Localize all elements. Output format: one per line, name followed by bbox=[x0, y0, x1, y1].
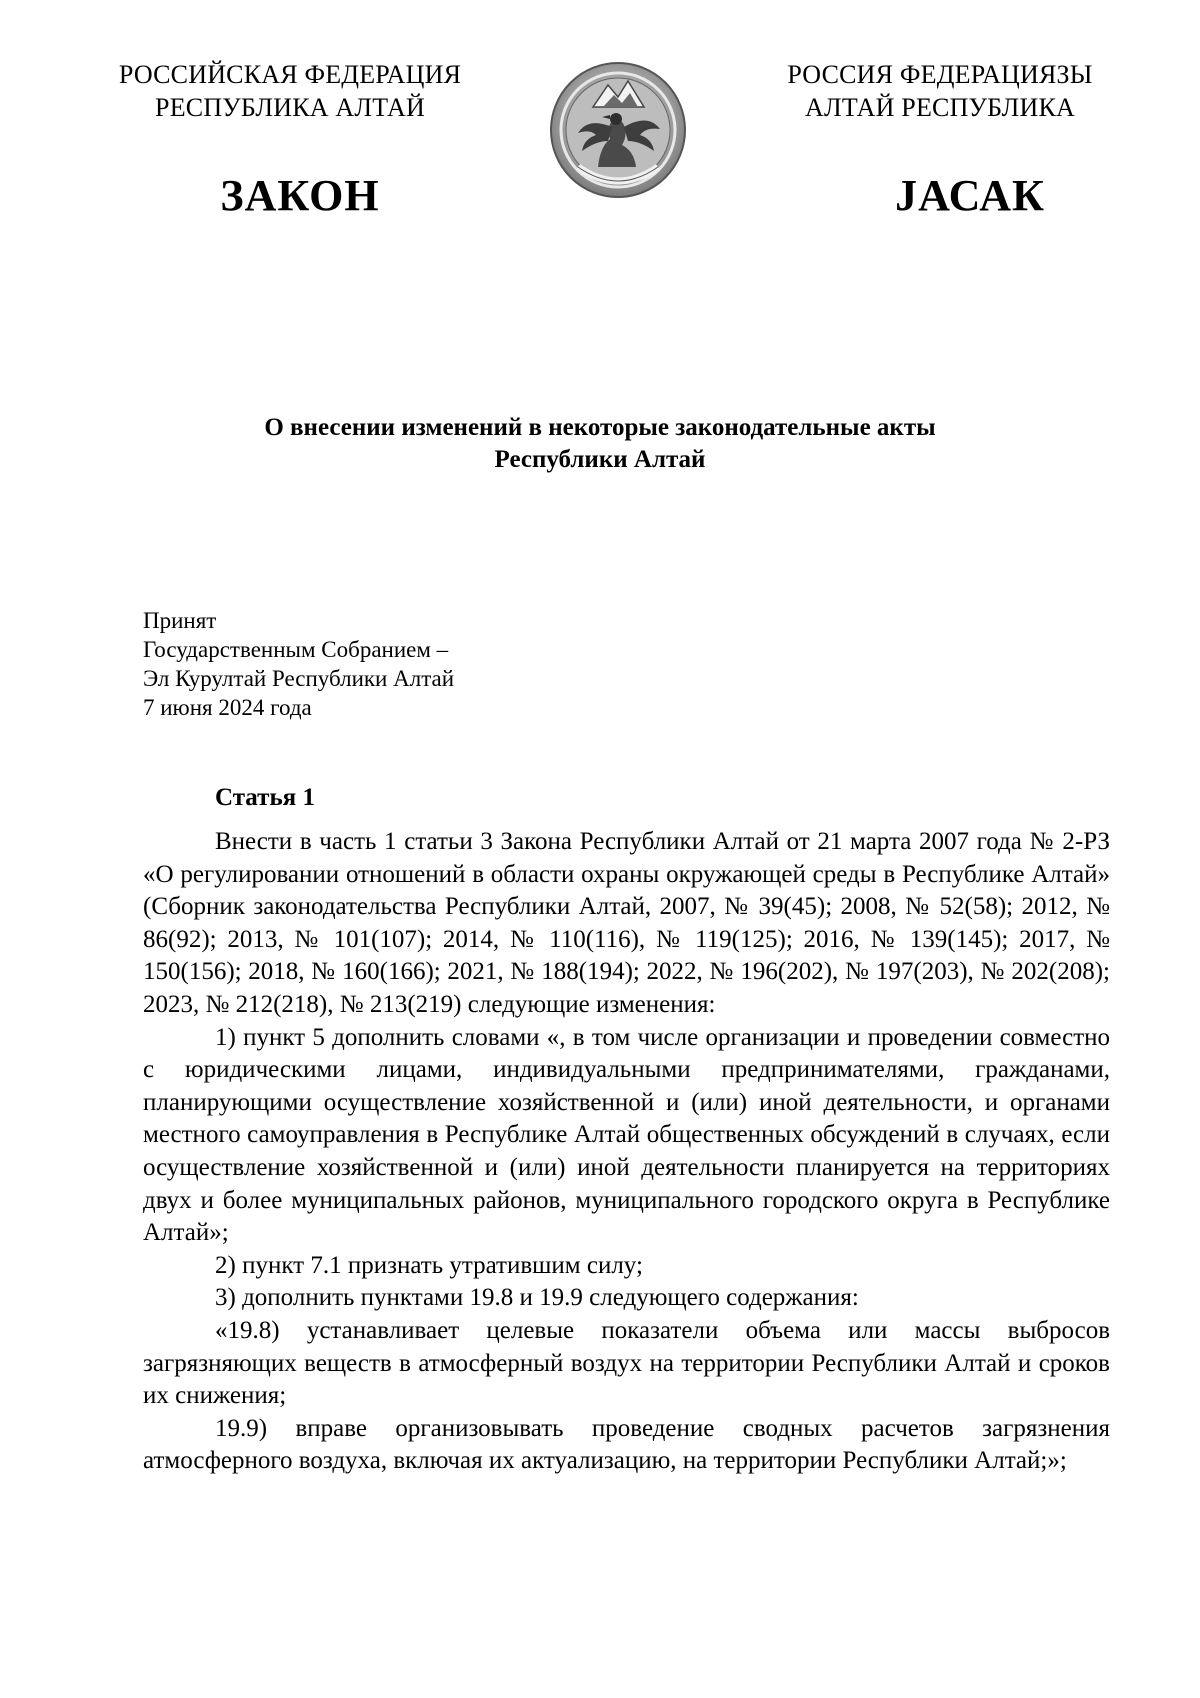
adoption-date: 7 июня 2024 года bbox=[143, 695, 312, 720]
law-title-russian: ЗАКОН bbox=[220, 171, 380, 220]
article-paragraph: Внести в часть 1 статьи 3 Закона Республики Алтай от 21 марта 2007 года № 2-РЗ «О регулировании отношений в области охраны окружающей среды в Республике Алтай» (Сборник законодательства Республики Алтай, 2007, № 39(45); 2008, № 52(58); 2012, № 86(92); 2013, № 101(107); 2014, № 110(116), № 119(125); 2016, № 139(145); 2017, № 150(156); 2018, № 160(166); 2021, № 188(194); 2022, № 196(202), № 197(203), № 202(208); 2023, № 212(218), № 213(219) следующие изменения: bbox=[143, 828, 1110, 1018]
adoption-block bbox=[143, 606, 454, 722]
article-paragraph: 2) пункт 7.1 признать утратившим силу; bbox=[215, 1251, 643, 1279]
article-paragraph: 1) пункт 5 дополнить словами «, в том числе организации и проведении совместно с юридическими лицами, индивидуальными предпринимателями, гражданами, планирующими осуществление хозяйственной и (или) иной деятельности, и органами местного самоуправления в Республике Алтай общественных обсуждений в случаях, если осуществление хозяйственной и (или) иной деятельности планируется на территориях двух и более муниципальных районов, муниципального городского округа в Республике Алтай»; bbox=[143, 1023, 1110, 1247]
article-paragraph: 19.9) вправе организовывать проведение сводных расчетов загрязнения атмосферного воздуха, включая их актуализацию, на территории Республики Алтай;»; bbox=[143, 1414, 1110, 1475]
header-left-line-2: РЕСПУБЛИКА АЛТАЙ bbox=[155, 93, 425, 122]
article-paragraph: 3) дополнить пунктами 19.8 и 19.9 следующего содержания: bbox=[215, 1284, 859, 1312]
article-body bbox=[143, 826, 1110, 1478]
article-heading: Статья 1 bbox=[215, 784, 315, 811]
header-right-line-1: РОССИЯ ФЕДЕРАЦИЯЗЫ bbox=[787, 60, 1093, 89]
header-russian bbox=[90, 58, 490, 124]
document-title bbox=[100, 412, 1100, 476]
article-paragraph: «19.8) устанавливает целевые показатели объема или массы выбросов загрязняющих веществ в атмосферный воздух на территории Республики Алтай и сроков их снижения; bbox=[143, 1316, 1110, 1410]
document-title-line-2: Республики Алтай bbox=[494, 446, 706, 473]
law-title-altai: ЈАСАК bbox=[895, 171, 1045, 220]
header-left-line-1: РОССИЙСКАЯ ФЕДЕРАЦИЯ bbox=[118, 60, 462, 89]
document-title-line-1: О внесении изменений в некоторые законодательные акты bbox=[264, 414, 936, 441]
coat-of-arms-icon bbox=[548, 55, 688, 205]
adoption-line-3: Эл Курултай Республики Алтай bbox=[143, 666, 455, 691]
adoption-line-2: Государственным Собранием – bbox=[143, 637, 449, 662]
header-right-line-2: АЛТАЙ РЕСПУБЛИКА bbox=[805, 93, 1075, 122]
header-altai bbox=[740, 58, 1140, 124]
adoption-line-1: Принят bbox=[143, 608, 217, 633]
